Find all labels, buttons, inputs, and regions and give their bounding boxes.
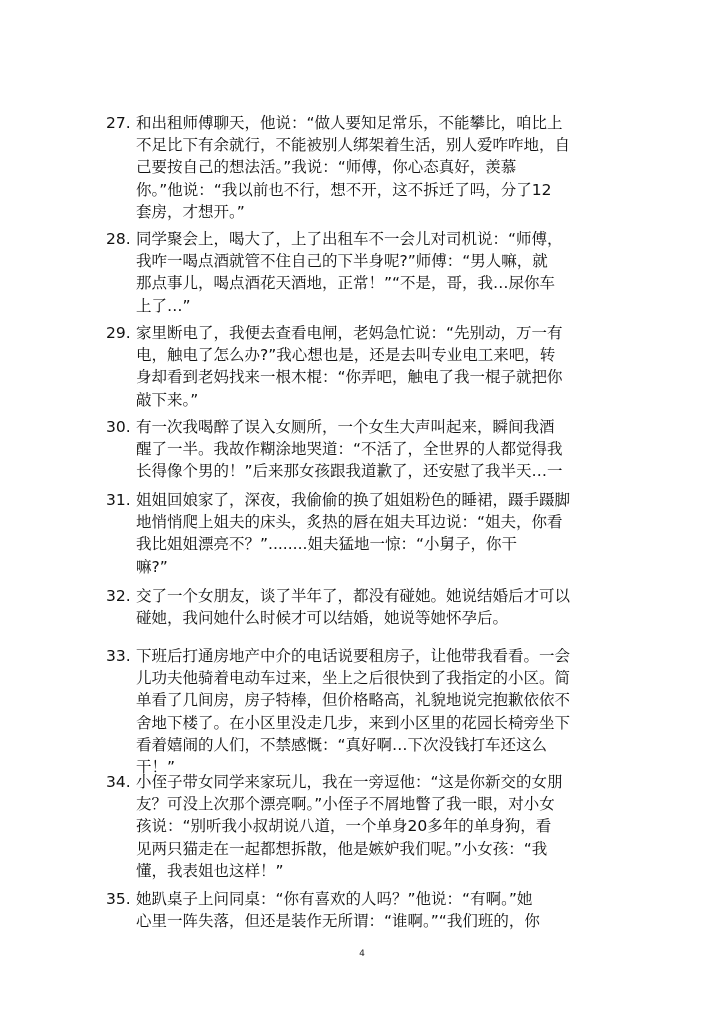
text-line: 同学聚会上，喝大了，上了出租车不一会儿对司机说：“师傅， [136, 230, 563, 248]
item-text [136, 112, 626, 223]
joke-item-29 [106, 322, 626, 411]
item-number: 34. [106, 773, 131, 791]
item-number: 31. [106, 491, 131, 509]
joke-item-33 [106, 645, 626, 778]
text-line: 姐姐回娘家了，深夜，我偷偷的换了姐姐粉色的睡裙，蹑手蹑脚 [136, 491, 571, 509]
text-line: 有一次我喝醉了误入女厕所，一个女生大声叫起来，瞬间我酒 [136, 418, 555, 436]
text-line: 套房，才想开。” [136, 202, 245, 221]
joke-item-28 [106, 228, 626, 317]
text-line: 下班后打通房地产中介的电话说要租房子，让他带我看看。一会 [136, 647, 571, 665]
item-number: 35. [106, 890, 131, 908]
text-line: 我咋一喝点酒就管不住自己的下半身呢?”师傅：“男人嘛，就 [136, 252, 548, 271]
text-line: 上了…” [136, 296, 191, 315]
item-text [136, 228, 626, 317]
text-line: 敲下来。” [136, 390, 199, 409]
text-line: 舍地下楼了。在小区里没走几步，来到小区里的花园长椅旁坐下 [136, 713, 571, 732]
text-line: 不足比下有余就行，不能被别人绑架着生活，别人爱咋咋地，自 [136, 136, 571, 155]
text-line: 那点事儿，喝点酒花天酒地，正常！”“不是，哥，我…尿你车 [136, 274, 556, 293]
text-line: 和出租师傅聊天，他说：“做人要知足常乐，不能攀比，咱比上 [136, 114, 563, 132]
item-text [136, 888, 626, 932]
text-line: 碰她，我问她什么时候才可以结婚，她说等她怀孕后。 [136, 609, 509, 628]
text-line: 醒了一半。我故作糊涂地哭道：“不活了，全世界的人都觉得我 [136, 440, 563, 459]
text-line: 见两只猫走在一起都想拆散，他是嫉妒我们呢。”小女孩：“我 [136, 839, 548, 858]
item-text [136, 322, 626, 411]
item-number: 28. [106, 230, 131, 248]
item-text [136, 416, 626, 483]
joke-item-31 [106, 489, 626, 578]
text-line: 你。”他说：“我以前也不行，想不开，这不拆迁了吗，分了12 [136, 180, 552, 199]
text-line: 看着嬉闹的人们，不禁感慨：“真好啊…下次没钱打车还这么 [136, 735, 548, 754]
text-line: 身却看到老妈找来一根木棍：“你弄吧，触电了我一棍子就把你 [136, 368, 563, 387]
text-line: 她趴桌子上问同桌：“你有喜欢的人吗？”他说：“有啊。”她 [136, 890, 533, 908]
text-line: 心里一阵失落，但还是装作无所谓：“谁啊。”“我们班的，你 [136, 912, 540, 931]
item-text [136, 645, 626, 778]
joke-item-35 [106, 888, 626, 932]
text-line: 友？可没上次那个漂亮啊。”小侄子不屑地瞥了我一眼，对小女 [136, 795, 555, 814]
text-line: 地悄悄爬上姐夫的床头，炙热的唇在姐夫耳边说：“姐夫，你看 [136, 513, 563, 532]
text-line: 单看了几间房，房子特棒，但价格略高，礼貌地说完抱歉依依不 [136, 691, 571, 710]
joke-item-30 [106, 416, 626, 483]
text-line: 孩说：“别听我小叔胡说八道，一个单身20多年的单身狗，看 [136, 817, 552, 836]
text-line: 懂，我表姐也这样！” [136, 861, 284, 880]
text-line: 儿功夫他骑着电动车过来，坐上之后很快到了我指定的小区。简 [136, 669, 571, 688]
text-line: 家里断电了，我便去查看电闸，老妈急忙说：“先别动，万一有 [136, 324, 563, 342]
joke-item-32 [106, 585, 626, 629]
text-line: 我比姐姐漂亮不？”........姐夫猛地一惊：“小舅子，你干 [136, 535, 517, 554]
text-line: 电，触电了怎么办?”我心想也是，还是去叫专业电工来吧，转 [136, 346, 556, 365]
text-line: 交了一个女朋友，谈了半年了，都没有碰她。她说结婚后才可以 [136, 587, 571, 605]
item-number: 33. [106, 647, 131, 665]
joke-item-27 [106, 112, 626, 223]
joke-item-34 [106, 771, 626, 882]
item-number: 29. [106, 324, 131, 342]
text-line: 小侄子带女同学来家玩儿，我在一旁逗他：“这是你新交的女朋 [136, 773, 563, 791]
item-number: 30. [106, 418, 131, 436]
item-number: 32. [106, 587, 131, 605]
text-line: 干！” [136, 758, 176, 777]
page-number: 4 [359, 949, 365, 959]
item-text [136, 585, 626, 629]
text-line: 长得像个男的！”后来那女孩跟我道歉了，还安慰了我半天…一 [136, 462, 563, 481]
item-number: 27. [106, 114, 131, 132]
text-line: 嘛?” [136, 557, 168, 576]
item-text [136, 489, 626, 578]
item-text [136, 771, 626, 882]
text-line: 己要按自己的想法活。”我说：“师傅，你心态真好，羡慕 [136, 158, 517, 177]
